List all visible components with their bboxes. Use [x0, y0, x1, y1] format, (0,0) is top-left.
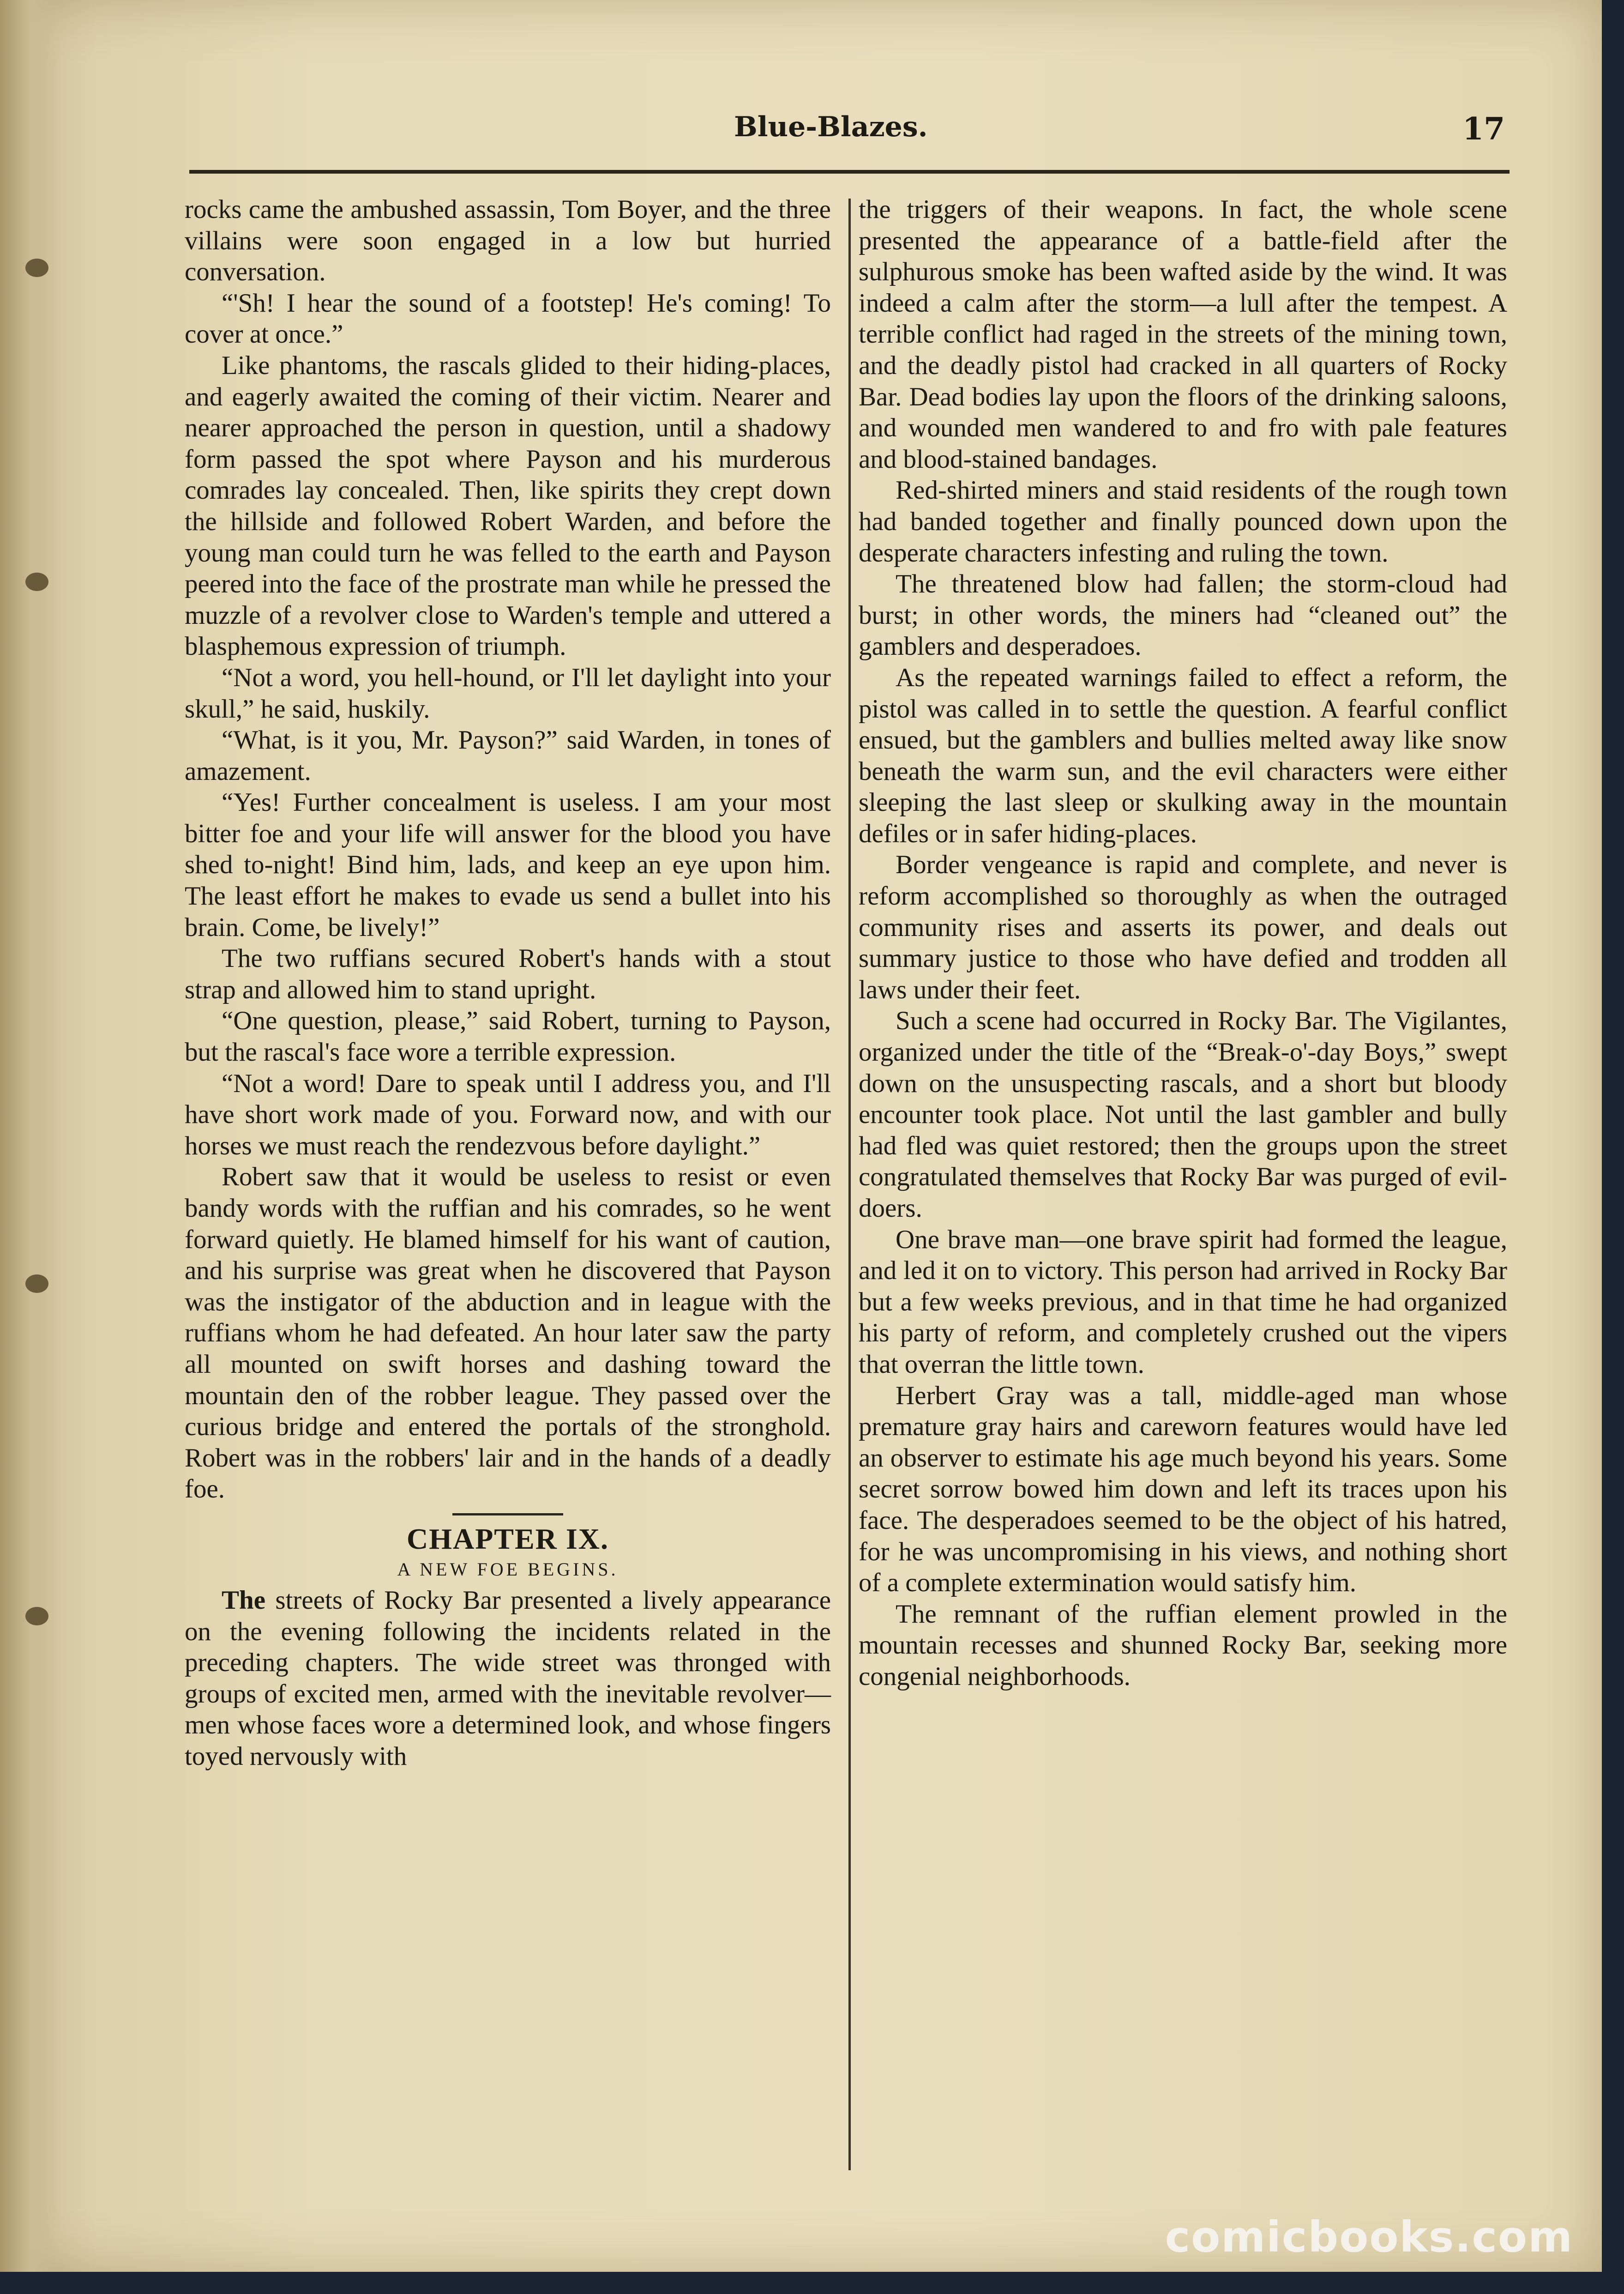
paragraph: rocks came the ambushed assassin, Tom Boyer, and the three villains were soon engaged in a low but hurried conversation.: [185, 195, 831, 287]
binding-stitch: [25, 573, 48, 591]
chapter-rule: [452, 1513, 563, 1515]
paragraph: The remnant of the ruffian element prowled in the mountain recesses and shunned Rocky Bar, seeking more congenial neighborhoods.: [859, 1599, 1507, 1691]
running-title: Blue-Blazes.: [734, 111, 928, 143]
paragraph: Border vengeance is rapid and complete, and never is reform accomplished so thoroughly as when the outraged community rises and asserts its power, and deals out summary justice to those who have defied and trodden all laws under their feet.: [859, 850, 1507, 1004]
binding-stitch: [25, 259, 48, 277]
chapter-subtitle: A NEW FOE BEGINS.: [397, 1558, 619, 1580]
paragraph-text: streets of Rocky Bar presented a lively appearance on the evening following the incidents related in the preceding chapters. The wide street was thronged with groups of excited men, armed with the inevitable revolver—men whose faces wore a determined look, and whose fingers toyed nervously with: [185, 1585, 831, 1771]
paragraph: Red-shirted miners and staid residents of the rough town had banded together and finally pounced down upon the desperate characters infesting and ruling the town.: [859, 476, 1507, 567]
column-divider: [848, 199, 851, 2170]
lead-word: The: [222, 1585, 266, 1615]
paragraph: The threatened blow had fallen; the storm-cloud had burst; in other words, the miners had “cleaned out” the gamblers and desperadoes.: [859, 569, 1507, 661]
paragraph: “What, is it you, Mr. Payson?” said Warden, in tones of amazement.: [185, 725, 831, 786]
paragraph: As the repeated warnings failed to effect a reform, the pistol was called in to settle the question. A fearful conflict ensued, but the gamblers and bullies melted away like snow beneath the warm sun, and the evil characters were either sleeping the last sleep or skulking away in the mountain defiles or in safer hiding-places.: [859, 663, 1507, 848]
header-rule: [189, 170, 1510, 174]
paragraph: “One question, please,” said Robert, turning to Payson, but the rascal's face wore a terrible expression.: [185, 1006, 831, 1067]
paragraph: “'Sh! I hear the sound of a footstep! He's coming! To cover at once.”: [185, 288, 831, 349]
paragraph: Such a scene had occurred in Rocky Bar. The Vigilantes, organized under the title of the “Break-o'-day Boys,” swept down on the unsuspecting rascals, and a short but bloody encounter took place. Not until the last gambler and bully had fled was quiet restored; then the groups upon the street congratulated themselves that Rocky Bar was purged of evil-doers.: [859, 1006, 1507, 1223]
paragraph: [185, 1585, 831, 1772]
binding-stitch: [25, 1274, 48, 1293]
paragraph: The two ruffians secured Robert's hands with a stout strap and allowed him to stand upright.: [185, 944, 831, 1004]
paragraph: One brave man—one brave spirit had formed the league, and led it on to victory. This person had arrived in Rocky Bar but a few weeks previous, and in that time he had organized his party of reform, and completely crushed out the vipers that overran the little town.: [859, 1225, 1507, 1379]
paragraph: Robert saw that it would be useless to resist or even bandy words with the ruffian and his comrades, so he went forward quietly. He blamed himself for his want of caution, and his surprise was great when he discovered that Payson was the instigator of the abduction and in league with the ruffians whom he had defeated. An hour later saw the party all mounted on swift horses and dashing toward the mountain den of the robber league. They passed over the curious bridge and entered the portals of the stronghold. Robert was in the robbers' lair and in the hands of a deadly foe.: [185, 1162, 831, 1504]
right-column: [859, 194, 1507, 1692]
chapter-title: CHAPTER IX.: [406, 1522, 609, 1555]
page-number: 17: [1462, 111, 1505, 147]
binding-gutter: [0, 0, 60, 2272]
paragraph: “Yes! Further concealment is useless. I am your most bitter foe and your life will answer for the blood you have shed to-night! Bind him, lads, and keep an eye upon him. The least effort he makes to evade us send a bullet into his brain. Come, be lively!”: [185, 788, 831, 942]
left-column: [185, 194, 831, 1772]
paragraph: Like phantoms, the rascals glided to their hiding-places, and eagerly awaited the coming of their victim. Nearer and nearer approached the person in question, until a shadowy form passed the spot where Payson and his murderous comrades lay concealed. Then, like spirits they crept down the hillside and followed Robert Warden, and before the young man could turn he was felled to the earth and Payson peered into the face of the prostrate man while he pressed the muzzle of a revolver close to Warden's temple and uttered a blasphemous expression of triumph.: [185, 350, 831, 661]
paragraph: Herbert Gray was a tall, middle-aged man whose premature gray hairs and careworn features would have led an observer to estimate his age much beyond his years. Some secret sorrow bowed him down and left its traces upon his face. The desperadoes seemed to be the object of his hatred, for he was uncompromising in his views, and nothing short of a complete extermination would satisfy him.: [859, 1381, 1507, 1598]
watermark-logo: comicbooks.com: [1165, 2212, 1573, 2262]
paragraph: “Not a word! Dare to speak until I address you, and I'll have short work made of you. Forward now, and with our horses we must reach the rendezvous before daylight.”: [185, 1069, 831, 1160]
running-header: [180, 111, 1505, 166]
paragraph: “Not a word, you hell-hound, or I'll let daylight into your skull,” he said, huskily.: [185, 663, 831, 724]
binding-stitch: [25, 1607, 48, 1625]
paragraph: the triggers of their weapons. In fact, the whole scene presented the appearance of a battle-field after the sulphurous smoke has been wafted aside by the wind. It was indeed a calm after the storm—a lull after the tempest. A terrible conflict had raged in the streets of the mining town, and the deadly pistol had cracked in all quarters of Rocky Bar. Dead bodies lay upon the floors of the drinking saloons, and wounded men wandered to and fro with pale features and blood-stained bandages.: [859, 195, 1507, 474]
